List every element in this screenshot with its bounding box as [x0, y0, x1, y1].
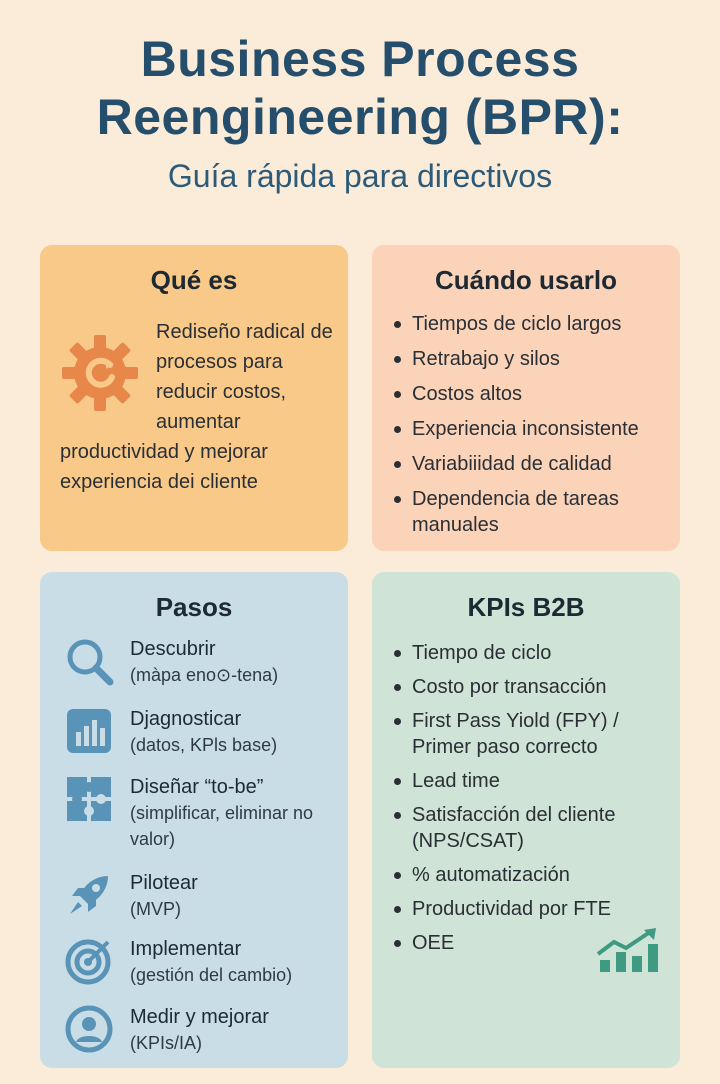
step-title: Diseñar “to-be”	[130, 776, 264, 798]
magnifier-icon	[64, 636, 114, 686]
step-desc: (MVP)	[130, 899, 181, 919]
step-title: Implementar	[130, 938, 242, 960]
rocket-icon	[64, 870, 114, 920]
kpi-item: OEE	[392, 930, 672, 956]
header	[0, 30, 720, 196]
step-desc: (gestión del cambio)	[130, 965, 293, 985]
when-item: Retrabajo y silos	[392, 346, 672, 372]
when-item: Costos altos	[392, 381, 672, 407]
page-title	[0, 30, 720, 146]
puzzle-icon	[64, 774, 114, 824]
step-desc: (màpa eno⊙-tena)	[130, 665, 279, 685]
target-icon	[64, 936, 114, 986]
kpi-item: % automatización	[392, 862, 672, 888]
when-item: Variabiiidad de calidad	[392, 451, 672, 477]
title-line-1: Business Process	[140, 31, 580, 87]
step-title: Descubrir	[130, 638, 216, 660]
bar-chart-icon	[64, 706, 114, 756]
kpi-item: Costo por transacción	[392, 674, 672, 700]
card-what-is	[40, 245, 348, 551]
when-item: Dependencia de tareas manuales	[392, 486, 672, 538]
person-icon	[64, 1004, 114, 1054]
card-when-to-use	[372, 245, 680, 551]
card-title-steps: Pasos	[155, 592, 233, 622]
step-desc: (datos, KPls base)	[130, 735, 278, 755]
kpi-list	[392, 640, 672, 964]
card-title-what: Qué es	[150, 265, 238, 295]
step-item	[64, 636, 340, 716]
kpi-item: First Pass Yiold (FPY) / Primer paso correcto	[392, 708, 672, 760]
card-kpis	[372, 572, 680, 1068]
when-list	[392, 311, 672, 547]
card-title-kpis: KPIs B2B	[467, 592, 585, 622]
kpi-item: Satisfacción del cliente (NPS/CSAT)	[392, 802, 672, 854]
title-line-2: Reengineering (BPR):	[96, 89, 624, 145]
card-steps	[40, 572, 348, 1068]
kpi-item: Productividad por FTE	[392, 896, 672, 922]
step-title: Pilotear	[130, 872, 198, 894]
trend-up-icon	[596, 928, 658, 972]
page-subtitle: Guía rápida para directivos	[167, 158, 553, 194]
step-desc: (KPIs/IA)	[130, 1033, 203, 1053]
kpi-item: Tiempo de ciclo	[392, 640, 672, 666]
what-is-text: Rediseño radical de procesos para reducir costos, aumentar productividad y mejorar experiencia dei cliente	[60, 321, 333, 493]
what-is-description	[60, 317, 340, 497]
step-desc: (simplificar, eliminar no valor)	[130, 803, 314, 849]
step-title: Djagnosticar	[130, 708, 242, 730]
step-item	[64, 1004, 340, 1084]
when-item: Experiencia inconsistente	[392, 416, 672, 442]
when-item: Tiempos de ciclo largos	[392, 311, 672, 337]
kpi-item: Lead time	[392, 768, 672, 794]
step-title: Medir y mejorar	[130, 1006, 269, 1028]
card-title-when: Cuándo usarlo	[434, 265, 617, 295]
step-item	[64, 774, 340, 854]
